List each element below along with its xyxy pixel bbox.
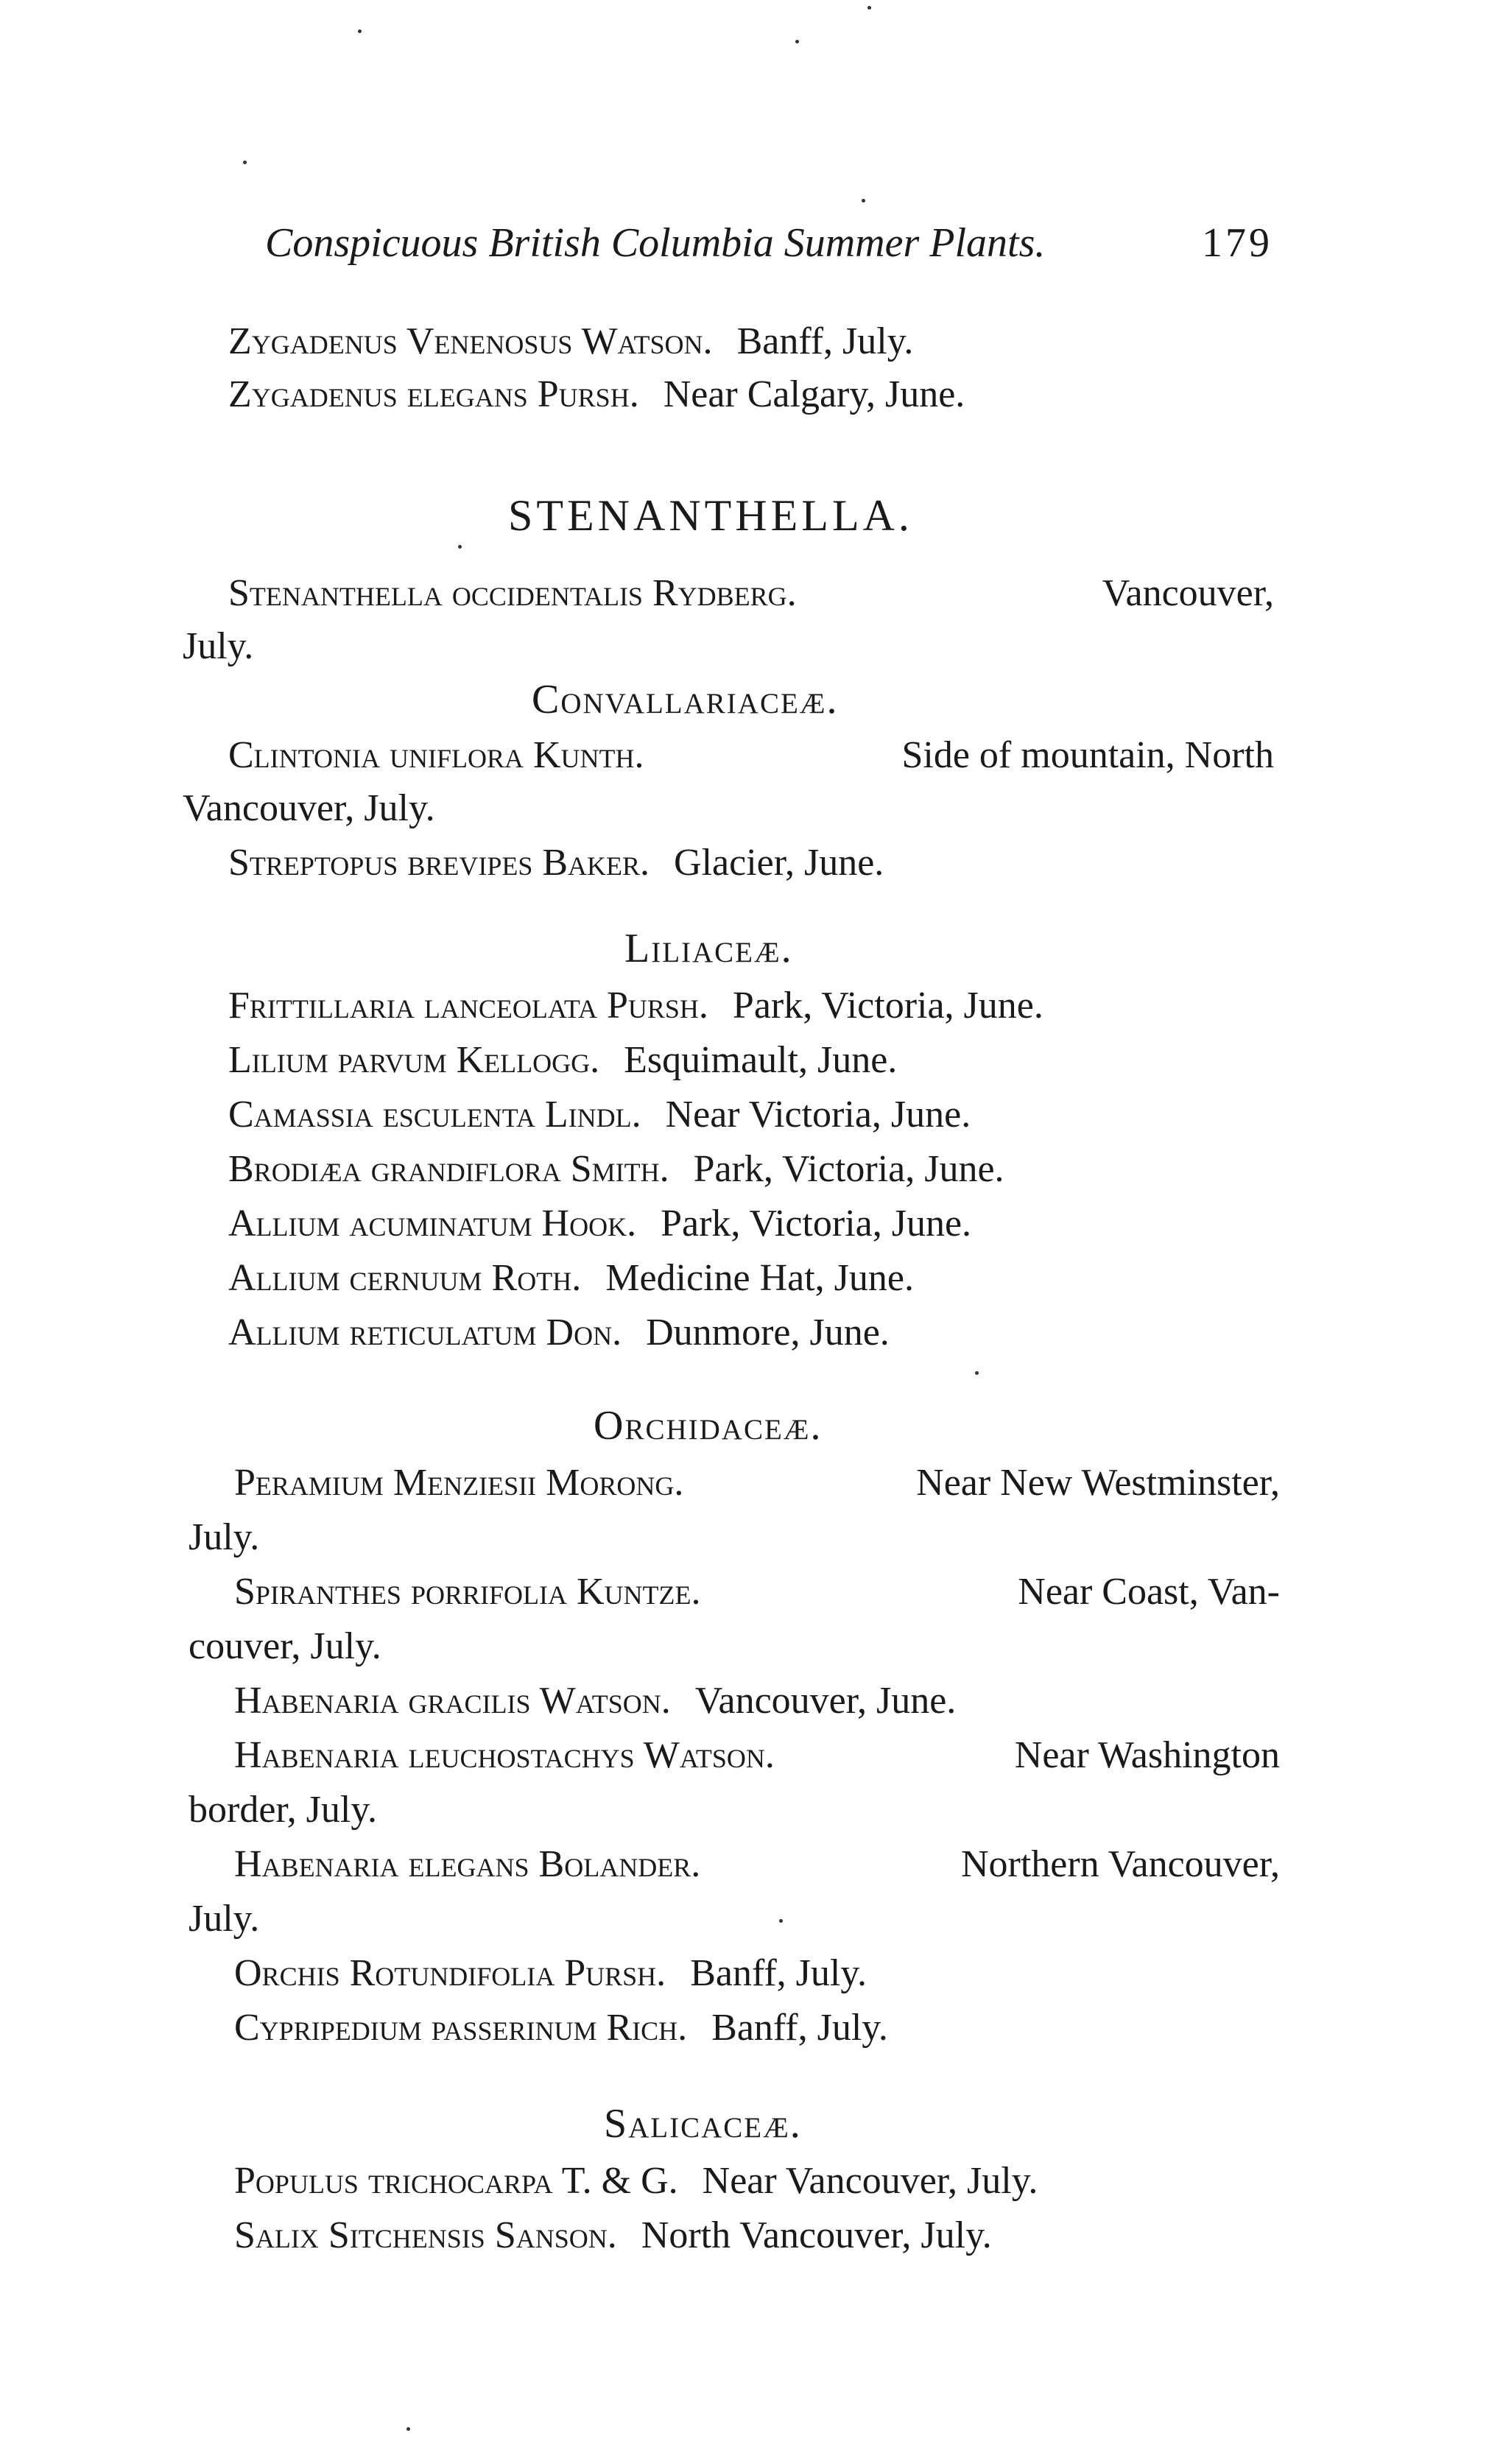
locality-note: Vancouver, xyxy=(1102,572,1274,614)
locality-note: Near Vancouver, July. xyxy=(702,2160,1038,2202)
locality-note: Northern Vancouver, xyxy=(960,1843,1280,1885)
locality-note: Near New Westminster, xyxy=(916,1462,1280,1504)
print-speck xyxy=(795,40,799,43)
print-speck xyxy=(975,1371,979,1375)
print-speck xyxy=(406,2427,410,2431)
entry-continuation: Vancouver, July. xyxy=(183,787,435,829)
locality-note: Banff, July. xyxy=(711,2007,888,2049)
locality-note: Near Calgary, June. xyxy=(663,373,965,415)
species-name: Populus trichocarpa T. & G. xyxy=(234,2160,678,2202)
species-name: Brodiæa grandiflora Smith. xyxy=(228,1148,669,1190)
print-speck xyxy=(358,29,362,33)
entry-line xyxy=(228,1143,1004,1196)
species-name: Camassia esculenta Lindl. xyxy=(228,1094,641,1136)
locality-note: Park, Victoria, June. xyxy=(661,1203,972,1245)
entry-line xyxy=(228,837,884,890)
running-header xyxy=(265,214,1281,272)
entry-line xyxy=(228,1306,890,1359)
species-name: Zygadenus elegans Pursh. xyxy=(228,373,639,415)
section-heading: Convallariaceæ. xyxy=(532,677,839,722)
entry-continuation: couver, July. xyxy=(189,1625,381,1667)
species-name: Allium reticulatum Don. xyxy=(228,1312,622,1354)
print-speck xyxy=(243,161,247,164)
section-heading: Liliaceæ. xyxy=(624,926,793,971)
locality-note: Medicine Hat, June. xyxy=(605,1257,914,1299)
entry-line xyxy=(234,1675,956,1728)
species-name: Allium cernuum Roth. xyxy=(228,1257,582,1299)
entry-line xyxy=(234,2155,1038,2208)
locality-note: Esquimault, June. xyxy=(624,1039,898,1081)
locality-note: Near Washington xyxy=(1014,1734,1280,1776)
entry-line xyxy=(234,2209,992,2262)
species-name: Peramium Menziesii Morong. xyxy=(234,1462,684,1504)
print-speck xyxy=(458,545,462,549)
entry-line xyxy=(234,2002,888,2055)
entry-line xyxy=(228,1088,971,1141)
entry-line xyxy=(234,1566,1280,1619)
species-name: Allium acuminatum Hook. xyxy=(228,1203,637,1245)
locality-note: Near Coast, Van- xyxy=(1018,1571,1280,1613)
entry-line xyxy=(228,567,1274,620)
page-number: 179 xyxy=(1202,220,1273,266)
entry-line xyxy=(228,368,965,421)
locality-note: North Vancouver, July. xyxy=(641,2214,992,2256)
entry-line xyxy=(228,1252,914,1305)
locality-note: Side of mountain, North xyxy=(901,734,1274,776)
species-name: Spiranthes porrifolia Kuntze. xyxy=(234,1571,701,1613)
entry-line xyxy=(228,729,1274,782)
entry-line xyxy=(234,1947,867,2000)
section-heading: STENANTHELLA. xyxy=(508,491,913,540)
locality-note: Park, Victoria, June. xyxy=(732,985,1043,1027)
locality-note: Banff, July. xyxy=(736,320,914,362)
print-speck xyxy=(867,6,871,10)
print-speck xyxy=(779,1919,783,1923)
entry-line xyxy=(228,315,913,368)
species-name: Habenaria leuchostachys Watson. xyxy=(234,1734,775,1776)
species-name: Salix Sitchensis Sanson. xyxy=(234,2214,617,2256)
entry-line xyxy=(228,979,1043,1032)
species-name: Zygadenus Venenosus Watson. xyxy=(228,320,713,362)
species-name: Streptopus brevipes Baker. xyxy=(228,842,650,884)
entry-line xyxy=(234,1838,1280,1891)
locality-note: Park, Victoria, June. xyxy=(693,1148,1004,1190)
entry-line xyxy=(228,1197,971,1250)
species-name: Orchis Rotundifolia Pursh. xyxy=(234,1952,666,1994)
running-title: Conspicuous British Columbia Summer Plants. xyxy=(265,220,1046,266)
section-heading: Salicaceæ. xyxy=(604,2101,802,2147)
entry-line xyxy=(234,1457,1280,1510)
species-name: Stenanthella occidentalis Rydberg. xyxy=(228,572,797,614)
species-name: Habenaria gracilis Watson. xyxy=(234,1680,671,1722)
entry-continuation: border, July. xyxy=(189,1789,377,1831)
entry-continuation: July. xyxy=(189,1516,260,1558)
entry-continuation: July. xyxy=(183,625,254,667)
locality-note: Near Victoria, June. xyxy=(665,1094,971,1136)
entry-line xyxy=(234,1729,1280,1782)
entry-line xyxy=(228,1034,897,1087)
entry-continuation: July. xyxy=(189,1898,260,1940)
locality-note: Dunmore, June. xyxy=(646,1312,890,1354)
locality-note: Glacier, June. xyxy=(674,842,884,884)
species-name: Cypripedium passerinum Rich. xyxy=(234,2007,688,2049)
locality-note: Vancouver, June. xyxy=(694,1680,957,1722)
species-name: Clintonia uniflora Kunth. xyxy=(228,734,644,776)
locality-note: Banff, July. xyxy=(690,1952,867,1994)
section-heading: Orchidaceæ. xyxy=(594,1403,823,1449)
species-name: Frittillaria lanceolata Pursh. xyxy=(228,985,708,1027)
species-name: Lilium parvum Kellogg. xyxy=(228,1039,600,1081)
print-speck xyxy=(862,199,865,203)
species-name: Habenaria elegans Bolander. xyxy=(234,1843,701,1885)
